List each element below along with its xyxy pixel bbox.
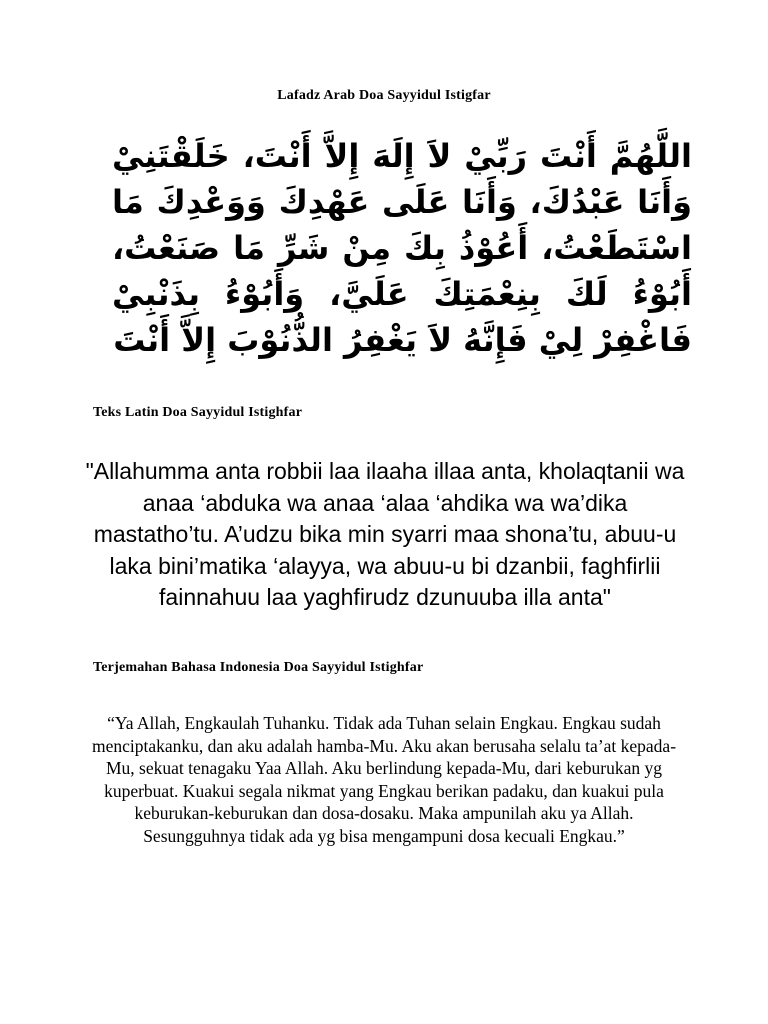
translation-section-heading: Terjemahan Bahasa Indonesia Doa Sayyidul Istighfar [93,660,424,675]
arabic-prayer-text: اللَّهُمَّ أَنْتَ رَبِّيْ لاَ إِلَهَ إِلاَّ أَنْتَ، خَلَقْتَنِيْ وَأَنَا عَبْدُكَ، وَأَنَا عَلَى عَهْدِكَ وَوَعْدِكَ مَا اسْتَطَعْتُ، أَعُوْذُ بِكَ مِنْ شَرِّ مَا صَنَعْتُ، أَبُوْءُ لَكَ بِنِعْمَتِكَ عَلَيَّ، وَأَبُوْءُ بِذَنْبِيْ فَاغْفِرْ لِيْ فَإِنَّهُ لاَ يَغْفِرُ الذُّنُوْبَ إِلاَّ أَنْتَ [112,137,692,359]
latin-section-heading: Teks Latin Doa Sayyidul Istighfar [93,405,303,420]
arabic-section-heading: Lafadz Arab Doa Sayyidul Istigfar [277,88,491,103]
latin-prayer-text: "Allahumma anta robbii laa ilaaha illaa anta, kholaqtanii wa anaa ‘abduka wa anaa ‘alaa ‘ahdika wa wa’dika mastatho’tu. A’udzu bika min syarri maa shona’tu, abuu-u laka bini’matika ‘alayya, wa abuu-u bi dzanbii, faghfirlii fainnahuu laa yaghfirudz dzunuuba illa anta" [85,458,685,610]
translation-text: “Ya Allah, Engkaulah Tuhanku. Tidak ada Tuhan selain Engkau. Engkau sudah menciptakanku, dan aku adalah hamba-Mu. Aku akan berusaha selalu ta’at kepada-Mu, sekuat tenagaku Yaa Allah. Aku berlindung kepada-Mu, dari keburukan yg kuperbuat. Kuakui segala nikmat yang Engkau berikan padaku, dan kuakui pula keburukan-keburukan dan dosa-dosaku. Maka ampunilah aku ya Allah. Sesungguhnya tidak ada yg bisa mengampuni dosa kecuali Engkau.” [91,713,677,846]
